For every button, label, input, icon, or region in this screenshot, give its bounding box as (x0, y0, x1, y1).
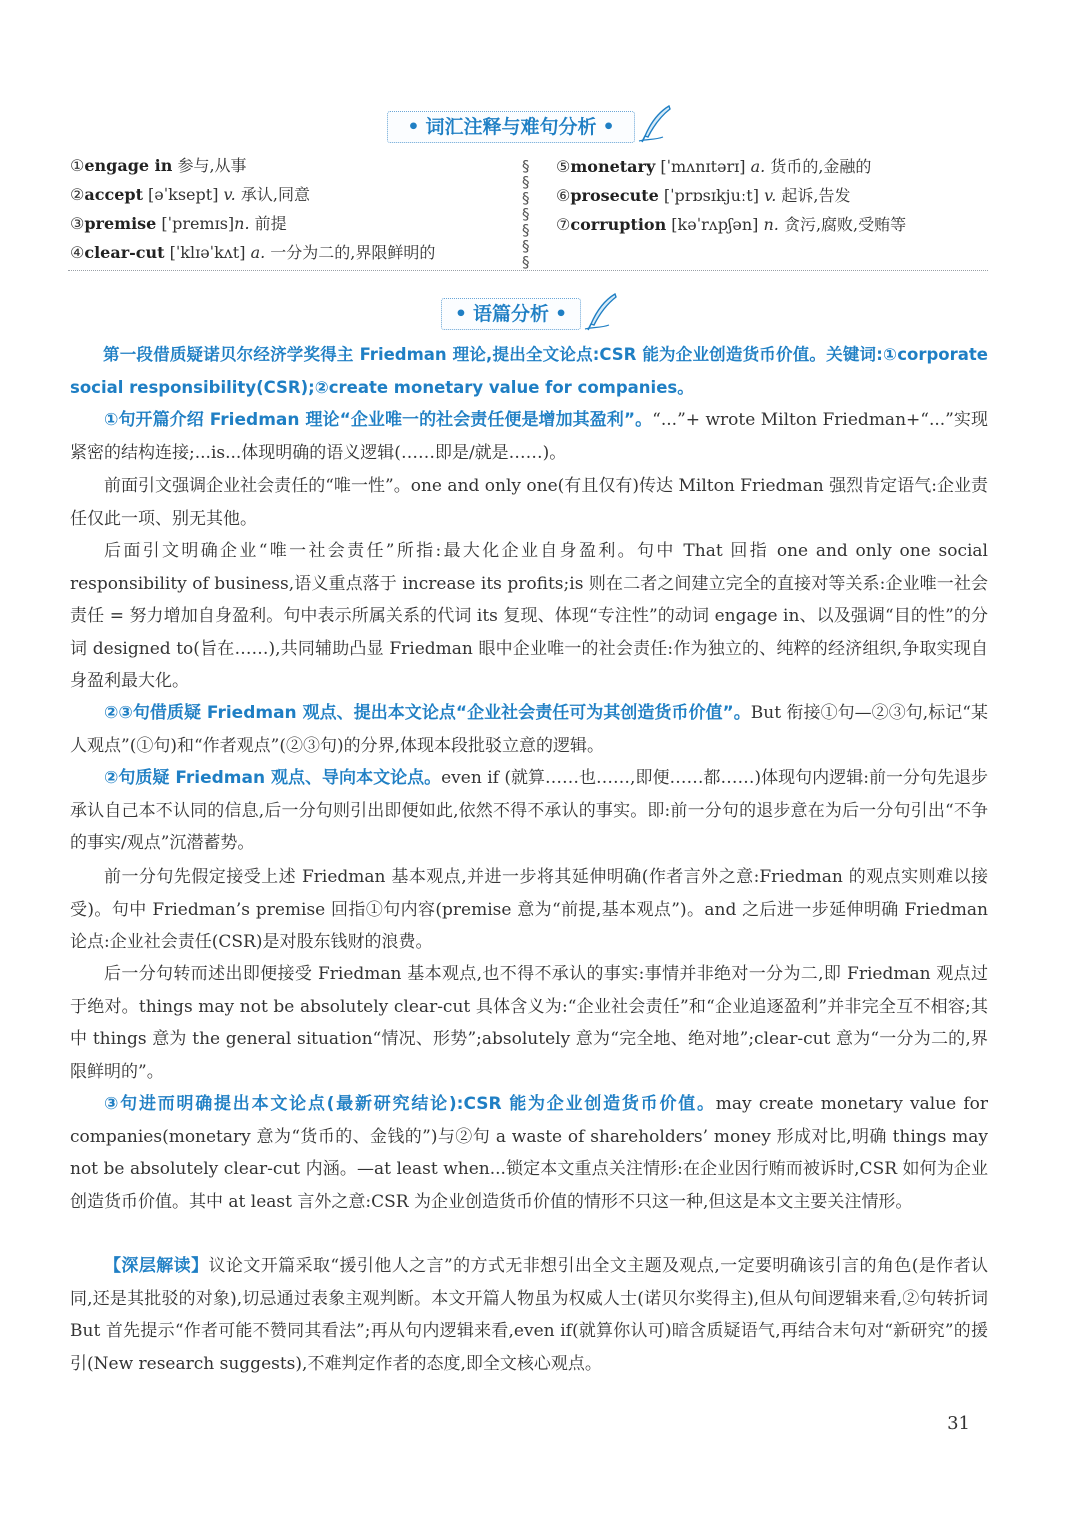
paragraph: 后一分句转而述出即便接受 Friedman 基本观点,也不得不承认的事实:事情并非绝对一分为二,即 Friedman 观点过于绝对。things may not be absolutely clear-cut 具体含义为:“企业社会责任”和“企业追逐盈利”并非完全互不相容;其中 things 意为 the general situation“情况、形势”;absolutely 意为“完全地、绝对地”;clear-cut 意为“一分为二的,界限鲜明的”。 (70, 964, 988, 1082)
vocab-item: ①engage in 参与,从事 (70, 156, 247, 175)
paragraph-deep-interpretation: 【深层解读】议论文开篇采取“援引他人之言”的方式无非想引出全文主题及观点,一定要明确该引言的角色(是作者认同,还是其批驳的对象),切忌通过表象主观判断。本文开篇人物虽为权威人士(诺贝尔奖得主),但从句间逻辑来看,②句转折词 But 首先提示“作者可能不赞同其看法”;再从句内逻辑来看,even if(就算你认可)暗含质疑语气,再结合末句对“新研究”的援引(New research suggests),不难判定作者的态度,即全文核心观点。 (70, 1256, 989, 1374)
paragraph: 前一分句先假定接受上述 Friedman 基本观点,并进一步将其延伸明确(作者言外之意:Friedman 的观点实则难以接受)。句中 Friedman’s premise 回指①句内容(premise 意为“前提,基本观点”)。and 之后进一步延伸明确 Friedman 论点:企业社会责任(CSR)是对股东钱财的浪费。 (70, 867, 988, 952)
vocab-item: ⑦corruption [kəˈrʌpʃən] n. 贪污,腐败,受贿等 (556, 215, 907, 234)
paragraph: 后面引文明确企业“唯一社会责任”所指:最大化企业自身盈利。句中 That 回指 one and only one social responsibility of business,语义重点落于 increase its profits;is 则在二者之间建立完全的直接对等关系:企业唯一社会责任 = 努力增加自身盈利。句中表示所属关系的代词 its 复现、体现“专注性”的动词 engage in、以及强调“目的性”的分词 designed to(旨在……),共同辅助凸显 Friedman 眼中企业唯一的社会责任:作为独立的、纯粹的经济组织,争取实现自身盈利最大化。 (70, 541, 988, 691)
paragraph: ①句开篇介绍 Friedman 理论“企业唯一的社会责任便是增加其盈利”。“...”+ wrote Milton Friedman+“...”实现紧密的结构连接;...is...体现明确的语义逻辑(……即是/就是……)。 (70, 410, 988, 463)
paragraph: ②③句借质疑 Friedman 观点、提出本文论点“企业社会责任可为其创造货币价值”。But 衔接①句—②③句,标记“某人观点”(①句)和“作者观点”(②③句)的分界,体现本段批驳立意的逻辑。 (70, 703, 988, 756)
deep-interpretation-tag: 【深层解读】 (104, 1256, 209, 1276)
quill-pen-icon (583, 292, 619, 332)
section-banner-vocabulary (387, 111, 635, 143)
quill-pen-icon (637, 104, 673, 144)
section-title-discourse: 语篇分析 (472, 303, 549, 325)
vocab-item: ④clear-cut [ˈklɪəˈkʌt] a. 一分为二的,界限鲜明的 (70, 243, 436, 262)
vocab-item: ⑤monetary [ˈmʌnɪtərɪ] a. 货币的,金融的 (556, 157, 872, 176)
page-number: 31 (947, 1413, 970, 1434)
paragraph: ②句质疑 Friedman 观点、导向本文论点。even if (就算……也……,即便……都……)体现句内逻辑:前一分句先退步承认自己本不认同的信息,后一分句则引出即便如此,依然不得不承认的事实。即:前一分句的退步意在为后一分句引出“不争的事实/观点”沉潜蓄势。 (70, 768, 989, 853)
bullet-icon: • (602, 116, 615, 138)
section-title-vocabulary: 词汇注释与难句分析 (425, 116, 597, 138)
paragraph: ③句进而明确提出本文论点(最新研究结论):CSR 能为企业创造货币价值。may create monetary value for companies(monetary 意为“货币的、金钱的”)与②句 a waste of shareholders’ money 形成对比,明确 things may not be absolutely clear-cut 内涵。—at least when...锁定本文重点关注情形:在企业因行贿而被诉时,CSR 如何为企业创造货币价值。其中 at least 言外之意:CSR 为企业创造货币价值的情形不只这一种,但这是本文主要关注情形。 (70, 1094, 988, 1212)
dotted-divider (68, 270, 988, 271)
paragraph-summary-heading: 第一段借质疑诺贝尔经济学奖得主 Friedman 理论,提出全文论点:CSR 能为企业创造货币价值。关键词:①corporate social responsibility(CSR);②create monetary value for companies。 (70, 345, 988, 397)
bullet-icon: • (454, 303, 467, 325)
bullet-icon: • (407, 116, 420, 138)
paragraph: 前面引文强调企业社会责任的“唯一性”。one and only one(有且仅有)传达 Milton Friedman 强烈肯定语气:企业责任仅此一项、别无其他。 (70, 476, 988, 529)
column-divider: § § § § § § § (522, 157, 530, 271)
vocab-item: ③premise [ˈpremɪs]n. 前提 (70, 214, 287, 233)
vocab-item: ②accept [əˈksept] v. 承认,同意 (70, 185, 310, 204)
section-banner-discourse (441, 298, 581, 330)
vocab-item: ⑥prosecute [ˈprɒsɪkjuːt] v. 起诉,告发 (556, 186, 851, 205)
bullet-icon: • (555, 303, 568, 325)
